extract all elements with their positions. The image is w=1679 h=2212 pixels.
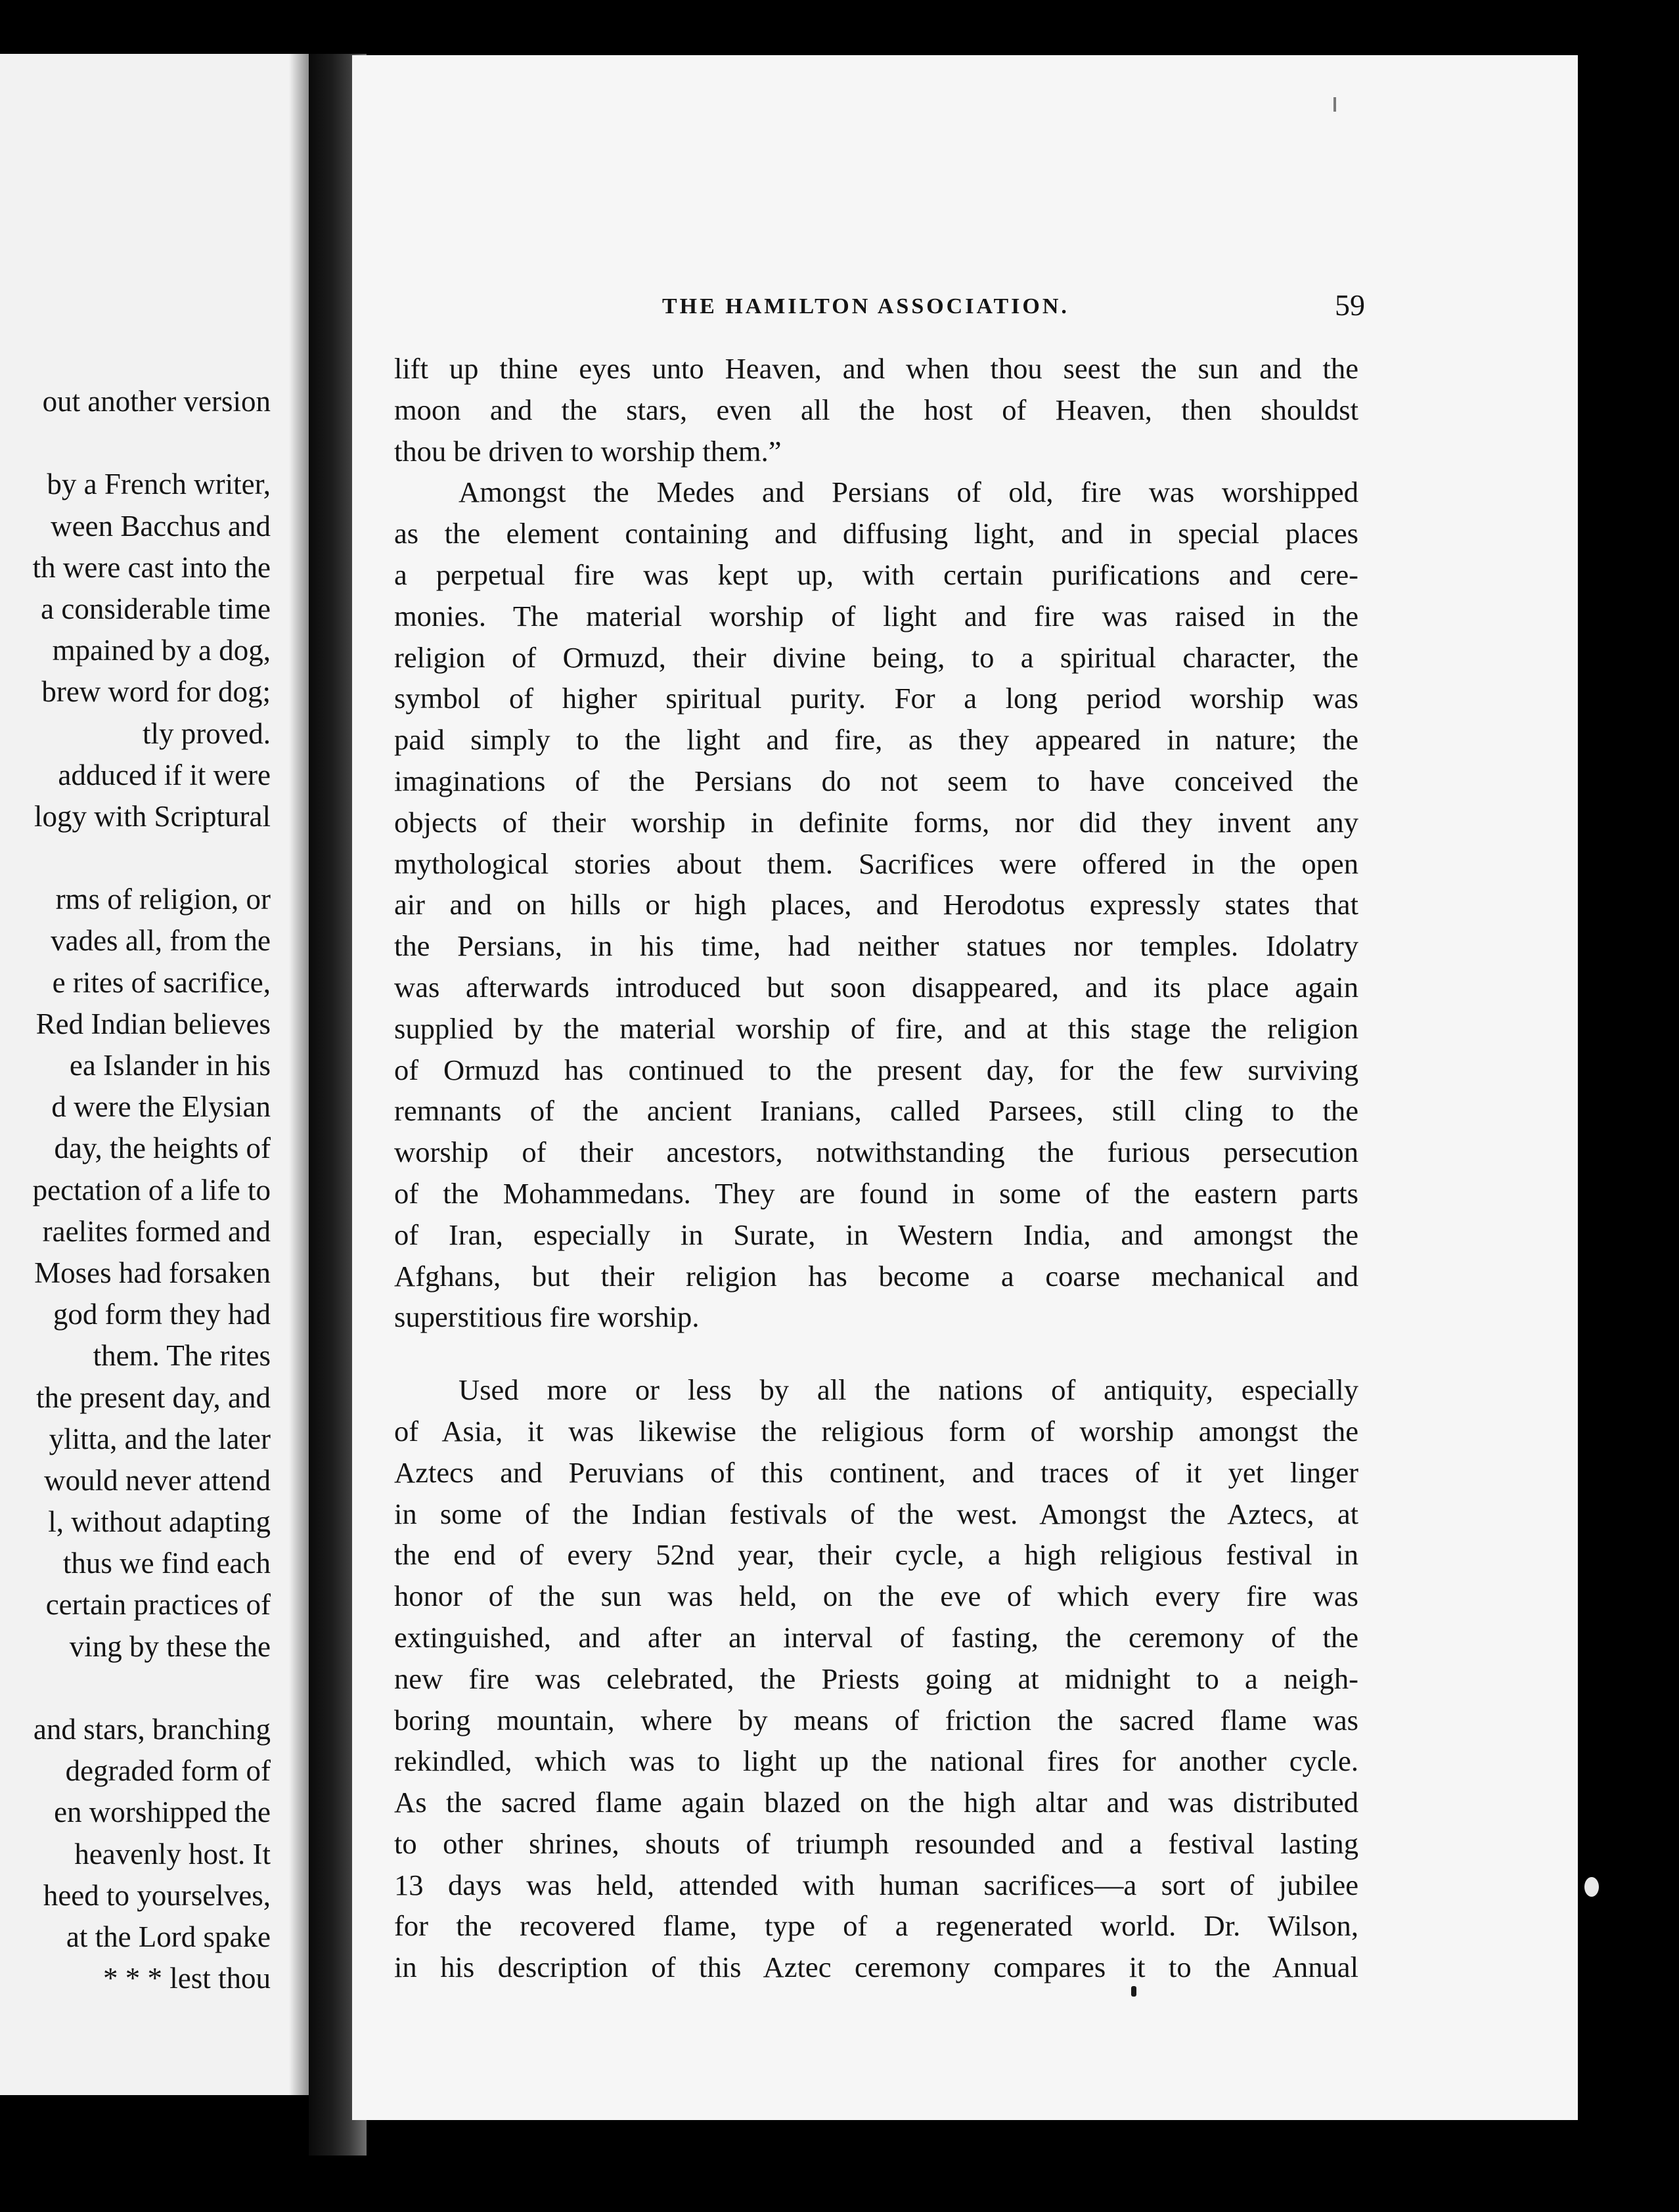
text-line: ving by these the (69, 1629, 271, 1663)
text-line: monies. The material worship of light and fire was raised in the (394, 599, 1358, 632)
text-line: Red Indian believes (35, 1007, 271, 1040)
text-line: extinguished, and after an interval of fasting, the ceremony of the (394, 1620, 1358, 1654)
text-line: paid simply to the light and fire, as they appeared in nature; the (394, 723, 1358, 757)
text-line: god form they had (53, 1298, 271, 1331)
paragraph-first-line: Amongst the Medes and Persians of old, fire was worshipped (459, 476, 1358, 509)
text-line: ylitta, and the later (49, 1422, 271, 1455)
blank-line (0, 1668, 271, 1709)
text-line: of Iran, especially in Surate, in Western India, and amongst the (394, 1218, 1358, 1251)
text-line: them. The rites (93, 1339, 271, 1373)
text-line: a perpetual fire was kept up, with certain purifications and cere- (394, 558, 1358, 591)
text-line: heavenly host. It (74, 1837, 271, 1870)
text-line: would never attend (44, 1463, 271, 1497)
text-line: * * * lest thou (103, 1962, 271, 1995)
text-line: tly proved. (143, 717, 271, 750)
text-line: certain practices of (45, 1588, 271, 1622)
text-line: in his description of this Aztec ceremony compares it to the Annual (394, 1951, 1358, 1984)
text-line: the present day, and (36, 1381, 271, 1414)
text-line: l, without adapting (48, 1505, 271, 1539)
text-line: of Ormuzd has continued to the present day, for the few surviving (394, 1053, 1358, 1086)
text-line: logy with Scriptural (34, 799, 271, 833)
text-line: in some of the Indian festivals of the west. Amongst the Aztecs, at (394, 1497, 1358, 1530)
text-line: Afghans, but their religion has become a coarse mechanical and (394, 1259, 1358, 1293)
running-header: THE HAMILTON ASSOCIATION. (662, 294, 1069, 319)
text-line: boring mountain, where by means of friction the sacred flame was (394, 1703, 1358, 1736)
text-line: supplied by the material worship of fire, and at this stage the religion (394, 1011, 1358, 1045)
text-line: en worshipped the (54, 1796, 271, 1829)
text-line: lift up thine eyes unto Heaven, and when thou seest the sun and the (394, 352, 1358, 385)
text-line: remnants of the ancient Iranians, called Parsees, still cling to the (394, 1094, 1358, 1128)
text-line: for the recovered flame, type of a regenerated world. Dr. Wilson, (394, 1909, 1358, 1943)
text-line: worship of their ancestors, notwithstanding the furious persecution (394, 1136, 1358, 1169)
left-page (0, 54, 309, 2095)
text-line: out another version (42, 385, 271, 418)
text-line: As the sacred flame again blazed on the high altar and was distributed (394, 1786, 1358, 1819)
text-line: heed to yourselves, (43, 1878, 271, 1912)
scan-mark (1333, 97, 1336, 112)
text-line: of Asia, it was likewise the religious form of worship amongst the (394, 1414, 1358, 1448)
text-line: the end of every 52nd year, their cycle, a high religious festival in (394, 1538, 1358, 1572)
text-line: raelites formed and (42, 1214, 271, 1248)
text-line: ea Islander in his (69, 1049, 271, 1082)
text-line: brew word for dog; (41, 675, 271, 709)
text-line: a considerable time (41, 592, 271, 625)
text-line: new fire was celebrated, the Priests going at midnight to a neigh- (394, 1662, 1358, 1695)
scan-mark (1584, 1877, 1599, 1897)
paragraph-first-line: Used more or less by all the nations of antiquity, especially (459, 1373, 1358, 1407)
text-line: ween Bacchus and (51, 509, 271, 542)
text-line: mpained by a dog, (52, 634, 271, 667)
paragraph-gap (394, 1338, 1358, 1369)
text-line: Moses had forsaken (34, 1256, 271, 1289)
text-line: and stars, branching (33, 1713, 271, 1746)
text-line: rekindled, which was to light up the national fires for another cycle. (394, 1744, 1358, 1778)
text-line: Aztecs and Peruvians of this continent, and traces of it yet linger (394, 1455, 1358, 1489)
page-number: 59 (1335, 288, 1365, 322)
scan-mark (1131, 1986, 1136, 1997)
left-page-text (0, 381, 271, 1999)
text-line: thou be driven to worship them.” (394, 434, 782, 468)
text-line: d were the Elysian (51, 1090, 271, 1124)
text-line: of the Mohammedans. They are found in some of the eastern parts (394, 1176, 1358, 1210)
body-text (394, 348, 1358, 1988)
text-line: e rites of sacrifice, (52, 965, 271, 999)
text-line: was afterwards introduced but soon disappeared, and its place again (394, 970, 1358, 1004)
text-line: thus we find each (62, 1547, 271, 1580)
text-line: as the element containing and diffusing light, and in special places (394, 517, 1358, 550)
text-line: vades all, from the (51, 924, 271, 958)
text-line: religion of Ormuzd, their divine being, to a spiritual character, the (394, 640, 1358, 674)
text-line: pectation of a life to (32, 1173, 271, 1206)
text-line: moon and the stars, even all the host of Heaven, then shouldst (394, 393, 1358, 426)
text-line: honor of the sun was held, on the eve of which every fire was (394, 1580, 1358, 1613)
text-line: day, the heights of (54, 1132, 271, 1165)
text-line: th were cast into the (32, 550, 271, 584)
text-line: objects of their worship in definite forms, nor did they invent any (394, 805, 1358, 839)
text-line: imaginations of the Persians do not seem to have conceived the (394, 764, 1358, 797)
text-line: 13 days was held, attended with human sacrifices—a sort of jubilee (394, 1868, 1358, 1901)
text-line: superstitious fire worship. (394, 1300, 700, 1334)
text-line: air and on hills or high places, and Herodotus expressly states that (394, 888, 1358, 921)
text-line: rms of religion, or (55, 883, 271, 916)
text-line: at the Lord spake (66, 1920, 271, 1953)
text-line: the Persians, in his time, had neither statues nor temples. Idolatry (394, 929, 1358, 963)
text-line: degraded form of (65, 1754, 271, 1788)
text-line: symbol of higher spiritual purity. For a long period worship was (394, 682, 1358, 715)
text-line: adduced if it were (58, 758, 271, 791)
text-line: by a French writer, (47, 468, 271, 501)
blank-line (0, 837, 271, 879)
text-line: to other shrines, shouts of triumph resounded and a festival lasting (394, 1826, 1358, 1860)
text-line: mythological stories about them. Sacrifices were offered in the open (394, 847, 1358, 880)
blank-line (0, 422, 271, 464)
